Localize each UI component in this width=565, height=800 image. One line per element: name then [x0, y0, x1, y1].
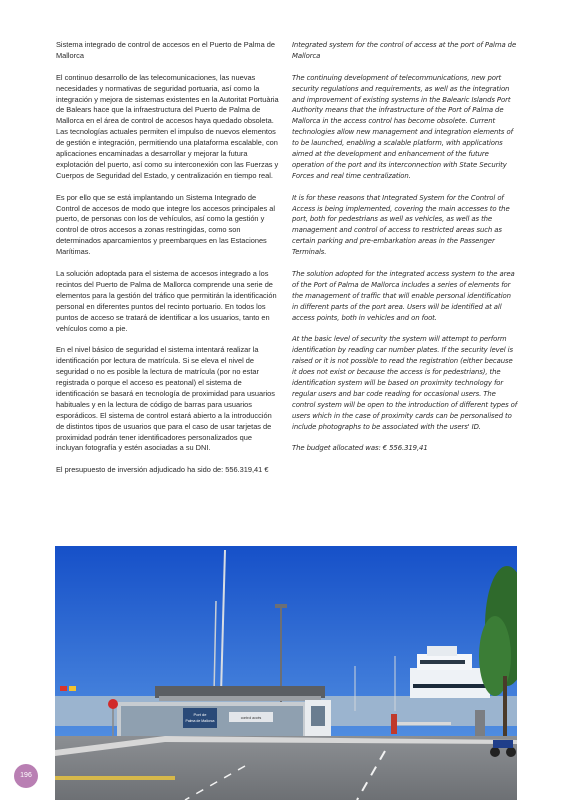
spanish-paragraph-4: En el nivel básico de seguridad el sistema intentará realizar la identificación por lectura de matrícula. Si se eleva el nivel de seguridad o no es posible la lectura de matrícula (por no estar registrada o porque el acceso es peatonal) el sistema de identificación se basará en tecnología de proximidad para usuarios habituales y en la lectura de código de barras para usuarios esporádicos. El sistema de control estará abierto a la introducción de distintos tipos de usuarios que para el caso de usar tarjetas de proximidad podrán tener identificadores personalizados que incluyan fotografía y estén asociadas a su DNI. — [56, 345, 275, 453]
page-number: 196 — [20, 772, 32, 779]
spanish-budget: El presupuesto de inversión adjudicado ha sido de: 556.319,41 € — [56, 465, 269, 475]
light-pole-lamp — [275, 604, 287, 608]
sign-text-2: Palma de Mallorca — [185, 719, 215, 723]
spanish-paragraph-1: El continuo desarrollo de las telecomunicaciones, las nuevas necesidades y normativas de seguridad portuaria, así como la integración y mejora de sistemas existentes en la Autoritat Portuària de Balears hace que la infraestructura del Puerto de Palma de Mallorca en el área de control de accesos haya quedado obsoleta. Las tecnologías actuales permiten el impulso de nuevos elementos de gestión e integración, permitiendo una plataforma escalable, con aplicaciones encaminadas a desarrollar y mejorar la futura explotación del puerto, así como su interconexión con las Fuerzas y Cuerpos de Seguridad del Estado, y centralización en tiempo real. — [56, 72, 279, 180]
spanish-title: Sistema integrado de control de accesos en el Puerto de Palma de Mallorca — [56, 40, 275, 60]
spanish-paragraph-3: La solución adoptada para el sistema de accesos integrado a los recintos del Puerto de Palma de Mallorca comprende una serie de elementos para la gestión del tráfico que permitirán la identificación personal en diferentes puntos del recinto portuario. En todos los puntos de acceso se tratará de identificar a los usuarios, tanto en vehículos como a pie. — [56, 268, 277, 333]
barrier — [391, 722, 451, 725]
english-budget: The budget allocated was: € 556.319,41 — [292, 444, 428, 453]
spanish-column — [56, 40, 280, 487]
spanish-paragraph-2: Es por ello que se está implantando un Sistema Integrado de Control de accesos de modo que integre los accesos principales al puerto, de personas con los de vehículos, así como la gestión y control de otros accesos a zonas restringidas, como son determinados aparcamientos y preembarques en las Estaciones Marítimas. — [56, 192, 275, 257]
english-title: Integrated system for the control of access at the port of Palma de Mallorca — [292, 41, 517, 60]
yellow-curb — [55, 776, 175, 780]
sign-text-1: Port de — [193, 712, 207, 717]
english-paragraph-3: The solution adopted for the integrated access system to the area of the Port of Palma de Mallorca includes a series of elements for the management of traffic that will enable personal identification in different parts of the port area. Users will be identified at all access points, both in vehicles and on foot. — [292, 269, 515, 322]
flag — [69, 686, 76, 691]
port-access-photo — [55, 546, 517, 800]
english-paragraph-4: At the basic level of security the system will attempt to perform identification by reading car number plates. If the security level is raised or it is not possible to read the registration (either because it does not exist or because the access is for pedestrians), the identification system will be based on proximity technology for regular users and bar code reading for occasional users. The control system will be open to the introduction of different types of users which in the case of proximity cards can be personalised to include photographs to be associated with the users' ID. — [292, 335, 518, 431]
english-paragraph-1: The continuing development of telecommunications, new port security regulations and requirements, as well as the integration and improvement of existing systems in the Balearic Islands Port Authority means that the infrastructure of the Port of Palma de Mallorca in the access control has become obsolete. Current technologies allow new management and integration elements of to be launched, enabling a scalable platform, with applications aimed at the development and enhancement of the future operation of the port and its interconnection with State Security Forces and real time centralization. — [292, 73, 513, 180]
sign-text-3: control accés — [240, 716, 262, 720]
port-access-photo-svg — [55, 546, 517, 800]
barrier-post — [475, 710, 485, 740]
page-number-badge — [14, 764, 38, 788]
english-column — [292, 40, 518, 465]
english-paragraph-2: It is for these reasons that Integrated System for the Control of Access is being implemented, covering the main accesses to the port, both for pedestrians as well as vehicles, as well as the management and control of access to restricted areas such as certain parking and pre-embarkation areas in the Passenger Terminals. — [292, 193, 510, 257]
barrier-post — [391, 714, 397, 734]
flag — [60, 686, 67, 691]
